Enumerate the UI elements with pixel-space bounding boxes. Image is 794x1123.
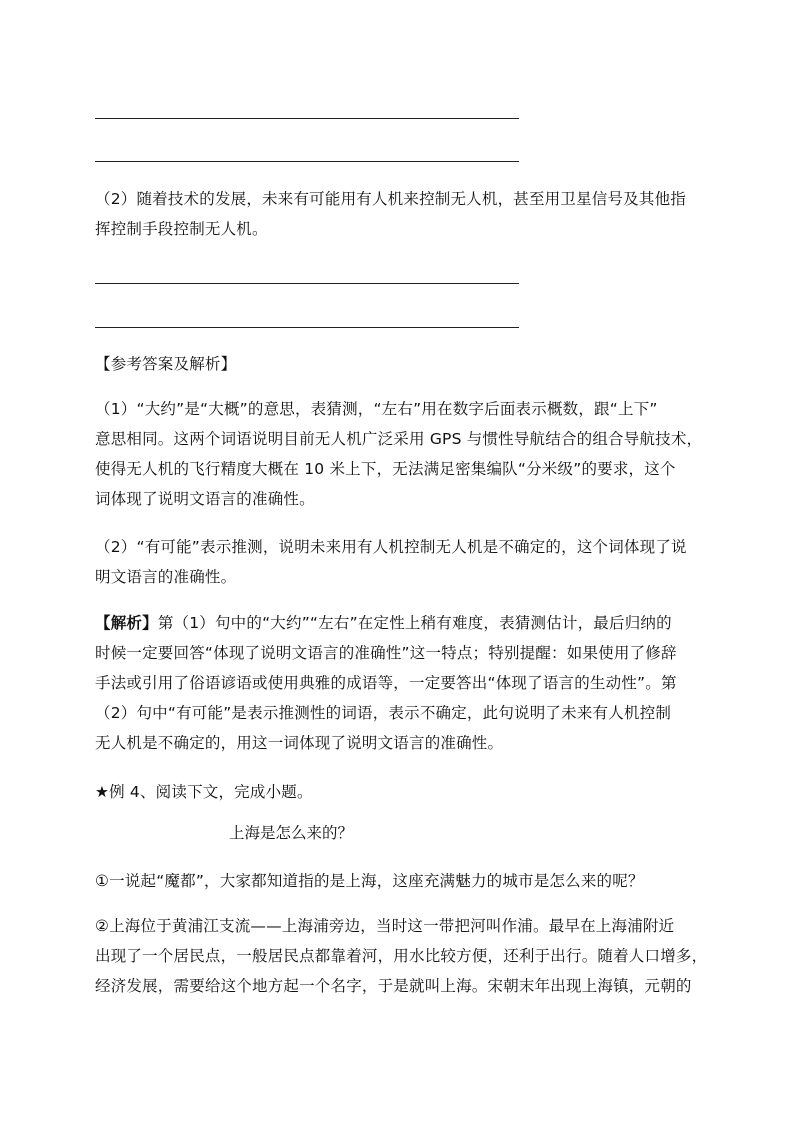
- text-line: ★例 4、阅读下文，完成小题。: [95, 783, 313, 801]
- text-line: 挥控制手段控制无人机。: [95, 220, 268, 238]
- analysis: [95, 608, 705, 758]
- text-line: ②上海位于黄浦江支流——上海浦旁边，当时这一带把河叫作浦。最早在上海浦附近: [95, 917, 675, 935]
- text-line: 手法或引用了俗语谚语或使用典雅的成语等，一定要答出“体现了语言的生动性”。第: [95, 674, 677, 692]
- article-title: 上海是怎么来的？: [229, 824, 354, 842]
- text-line: （2）“有可能”表示推测，说明未来用有人机控制无人机是不确定的，这个词体现了说: [95, 538, 687, 556]
- text-line: ①一说起“魔都”，大家都知道指的是上海，这座充满魅力的城市是怎么来的呢？: [95, 872, 644, 890]
- text-line: 时候一定要回答“体现了说明文语言的准确性”这一特点；特别提醒：如果使用了修辞: [95, 644, 677, 662]
- text-line: 明文语言的准确性。: [95, 568, 237, 586]
- text-line: 经济发展，需要给这个地方起一个名字，于是就叫上海。宋朝末年出现上海镇，元朝的: [95, 977, 692, 995]
- answer-1: [95, 394, 705, 514]
- heading-text: 【参考答案及解析】: [95, 355, 237, 373]
- text-line: 使得无人机的飞行精度大概在 10 米上下，无法满足密集编队“分米级”的要求，这个: [95, 460, 676, 478]
- answer-blank-line: [95, 327, 519, 328]
- text-line: 无人机是不确定的，用这一词体现了说明文语言的准确性。: [95, 734, 504, 752]
- answer-blank-line: [95, 118, 519, 119]
- answer-2: [95, 532, 705, 592]
- analysis-label: 【解析】: [95, 614, 158, 632]
- text-line: 出现了一个居民点，一般居民点都靠着河，用水比较方便，还利于出行。随着人口增多，: [95, 947, 708, 965]
- text-line: （2）随着技术的发展，未来有可能用有人机来控制无人机，甚至用卫星信号及其他指: [95, 190, 686, 208]
- example-4-heading: [95, 777, 705, 807]
- text-line: （2）句中“有可能”是表示推测性的词语，表示不确定，此句说明了未来有人机控制: [95, 704, 672, 722]
- text-line: 词体现了说明文语言的准确性。: [95, 490, 315, 508]
- article-paragraph-1: [95, 866, 705, 896]
- analysis-text: 第（1）句中的“大约”“左右”在定性上稍有难度，表猜测估计，最后归纳的: [157, 614, 672, 632]
- text-line: （1）“大约”是“大概”的意思，表猜测，“左右”用在数字后面表示概数，跟“上下”: [95, 400, 658, 418]
- article-paragraph-2: [95, 911, 708, 1001]
- text-line: 意思相同。这两个词语说明目前无人机广泛采用 GPS 与惯性导航结合的组合导航技术，: [95, 430, 703, 448]
- question-2: [95, 184, 705, 244]
- answer-heading: [95, 349, 705, 379]
- answer-blank-line: [95, 161, 519, 162]
- answer-blank-line: [95, 283, 519, 284]
- text-line: [95, 608, 705, 638]
